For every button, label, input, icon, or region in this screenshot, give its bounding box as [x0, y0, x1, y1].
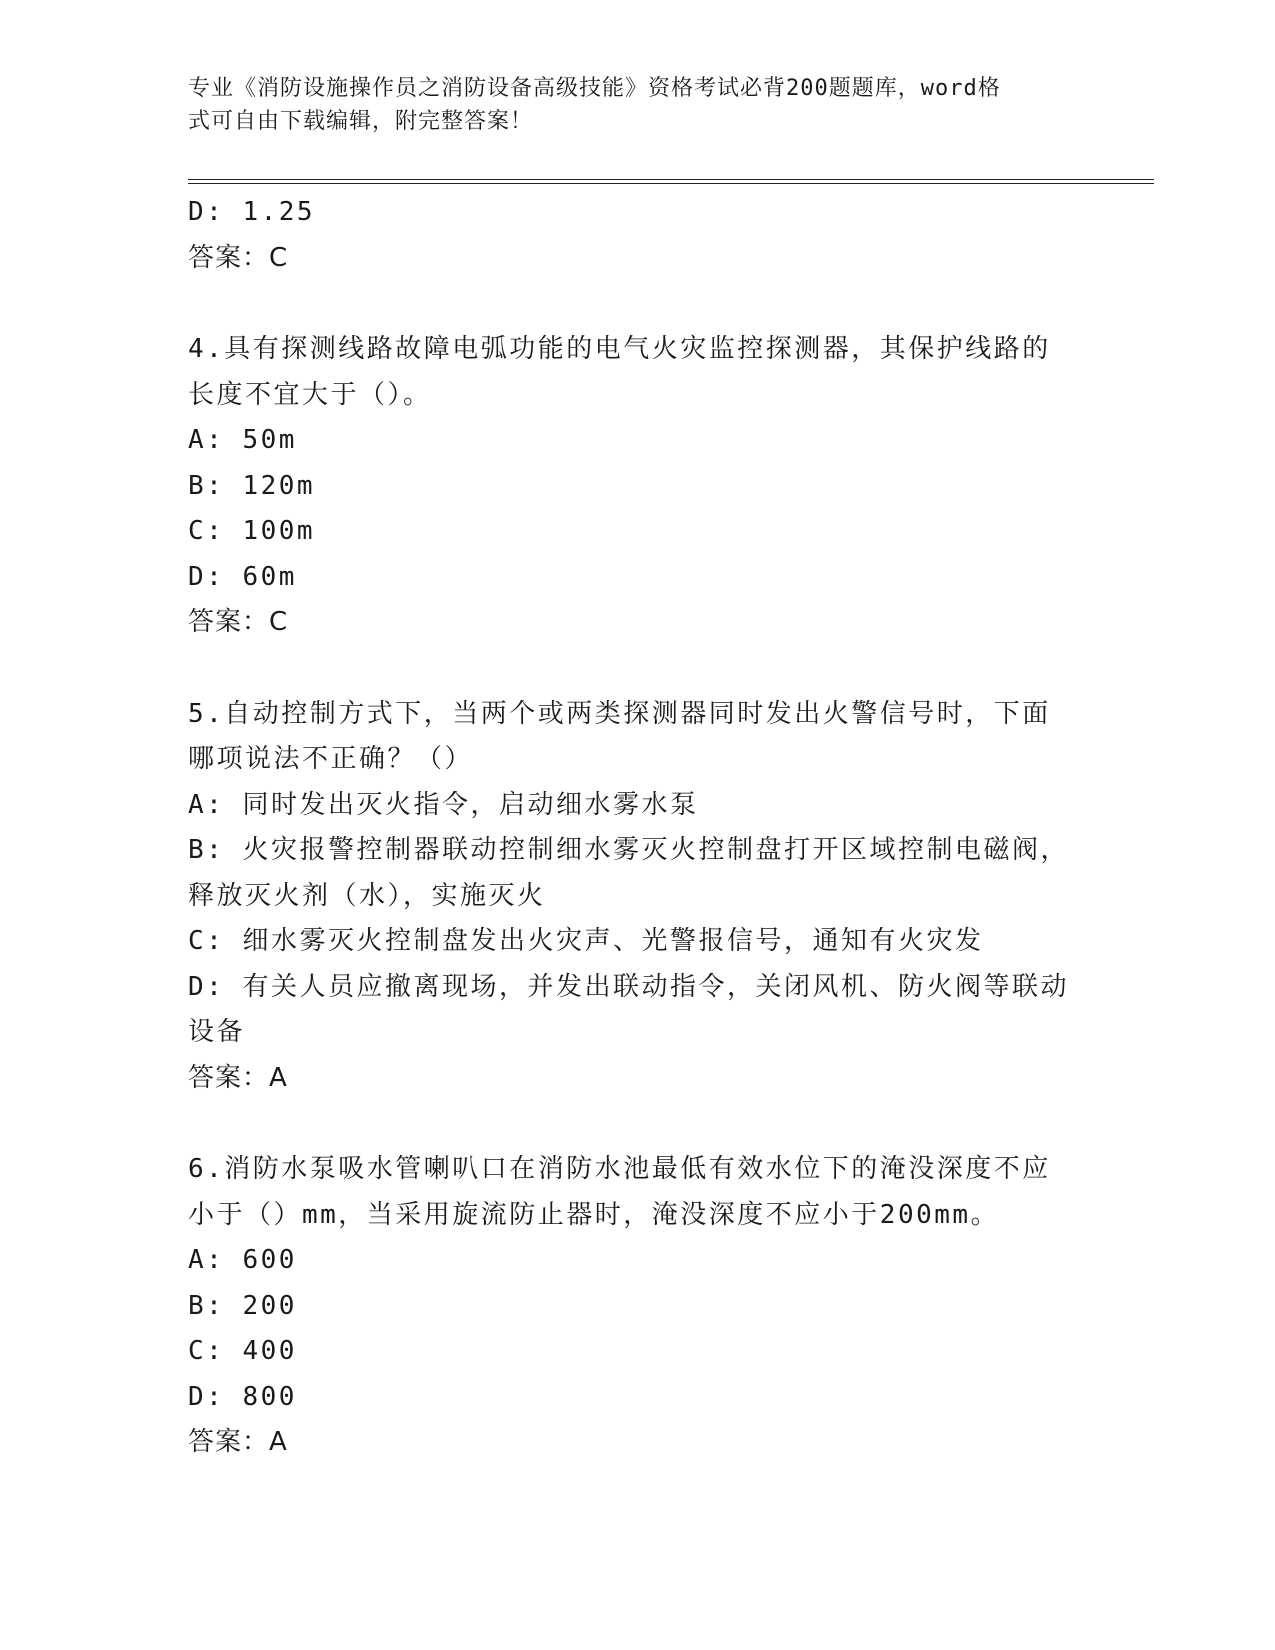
option-c: C: 100m [188, 516, 316, 546]
question-stem-line-2: 长度不宜大于（）。 [188, 379, 432, 410]
question-stem-line-2: 哪项说法不正确？（） [188, 744, 474, 774]
option-d: D: 800 [188, 1381, 297, 1412]
answer-line: 答案：A [188, 1427, 288, 1457]
question-3-tail [188, 190, 1088, 281]
option-a: A: 同时发出灭火指令，启动细水雾水泵 [188, 789, 699, 820]
option-b-line-2: 释放灭火剂（水），实施灭火 [188, 880, 546, 911]
option-a: A: 600 [188, 1245, 297, 1275]
option-c: C: 细水雾灭火控制盘发出火灾声、光警报信号，通知有火灾发 [188, 926, 984, 956]
question-stem-line-1: 5.自动控制方式下，当两个或两类探测器同时发出火警信号时，下面 [188, 698, 1051, 729]
option-b: B: 200 [188, 1290, 297, 1321]
option-d: D: 60m [188, 561, 297, 592]
answer-line: 答案：C [188, 607, 289, 637]
header-divider-bottom [188, 183, 1154, 184]
answer-line: 答案：C [188, 242, 289, 273]
option-d-line-2: 设备 [188, 1017, 246, 1047]
option-b-line-1: B: 火灾报警控制器联动控制细水雾灭火控制盘打开区域控制电磁阀， [188, 835, 1069, 865]
header-title-line-1: 专业《消防设施操作员之消防设备高级技能》资格考试必背200题题库，word格 [188, 76, 1001, 101]
option-b: B: 120m [188, 470, 316, 501]
option-d-line-1: D: 有关人员应撤离现场，并发出联动指令，关闭风机、防火阀等联动 [188, 971, 1069, 1002]
question-4 [188, 327, 1088, 646]
question-stem-line-1: 6.消防水泵吸水管喇叭口在消防水池最低有效水位下的淹没深度不应 [188, 1154, 1051, 1184]
option-d: D: 1.25 [188, 197, 316, 227]
question-stem-line-2: 小于（）mm，当采用旋流防止器时，淹没深度不应小于200mm。 [188, 1199, 1000, 1230]
document-header [188, 72, 1068, 138]
option-a: A: 50m [188, 425, 297, 455]
header-divider-top [188, 179, 1154, 180]
question-5 [188, 692, 1088, 1102]
answer-line: 答案：A [188, 1062, 288, 1093]
question-stem-line-1: 4.具有探测线路故障电弧功能的电气火灾监控探测器，其保护线路的 [188, 334, 1051, 364]
question-6 [188, 1147, 1088, 1466]
option-c: C: 400 [188, 1336, 297, 1366]
header-title-line-2: 式可自由下载编辑，附完整答案！ [188, 109, 534, 134]
document-body [188, 190, 1088, 1466]
